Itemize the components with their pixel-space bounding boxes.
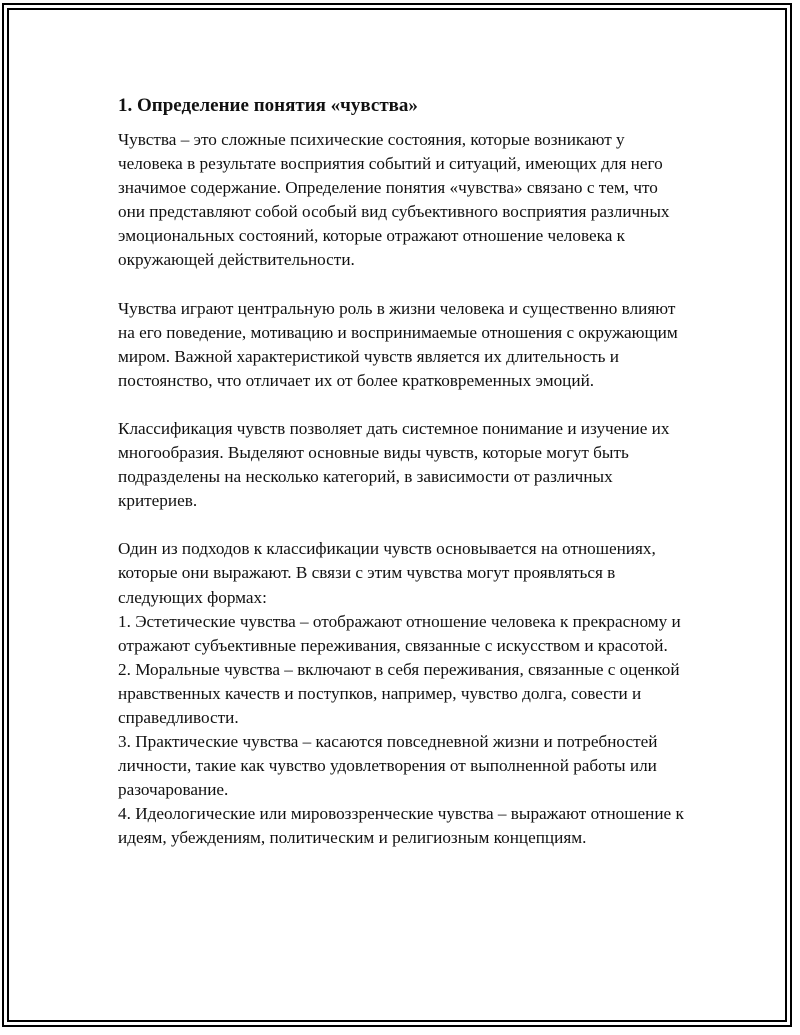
list-item-aesthetic: 1. Эстетические чувства – отображают отношение человека к прекрасному и отражают субъективные переживания, связанные с искусством и красотой. [118, 611, 681, 655]
feelings-list [118, 610, 688, 851]
list-item-practical: 3. Практические чувства – касаются повседневной жизни и потребностей личности, такие как чувство удовлетворения от выполненной работы или разочарование. [118, 732, 658, 800]
page-title: 1. Определение понятия «чувства» [118, 95, 418, 116]
paragraph-classification: Классификация чувств позволяет дать системное понимание и изучение их многообразия. Выделяют основные виды чувств, которые могут быть подразделены на несколько категорий, в зависимости от различных критериев. [118, 418, 670, 511]
paragraph-role: Чувства играют центральную роль в жизни человека и существенно влияют на его поведение, мотивацию и воспринимаемые отношения с окружающим миром. Важной характеристикой чувств является их длительность и постоянство, что отличает их от более кратковременных эмоций. [118, 298, 678, 390]
list-item-ideological: 4. Идеологические или мировоззренческие чувства – выражают отношение к идеям, убеждениям, политическим и религиозным концепциям. [118, 804, 684, 848]
paragraph-definition: Чувства – это сложные психические состояния, которые возникают у человека в результате восприятия событий и ситуаций, имеющих для него значимое содержание. Определение понятия «чувства» связано с тем, что они представляют собой особый вид субъективного восприятия различных эмоциональных состояний, которые отражают отношение человека к окружающей действительности. [118, 130, 670, 270]
paragraph-approach: Один из подходов к классификации чувств основывается на отношениях, которые они выражают. В связи с этим чувства могут проявляться в следующих формах: [118, 539, 656, 607]
list-item-moral: 2. Моральные чувства – включают в себя переживания, связанные с оценкой нравственных качеств и поступков, например, чувство долга, совести и справедливости. [118, 659, 680, 727]
document-body [118, 92, 688, 851]
